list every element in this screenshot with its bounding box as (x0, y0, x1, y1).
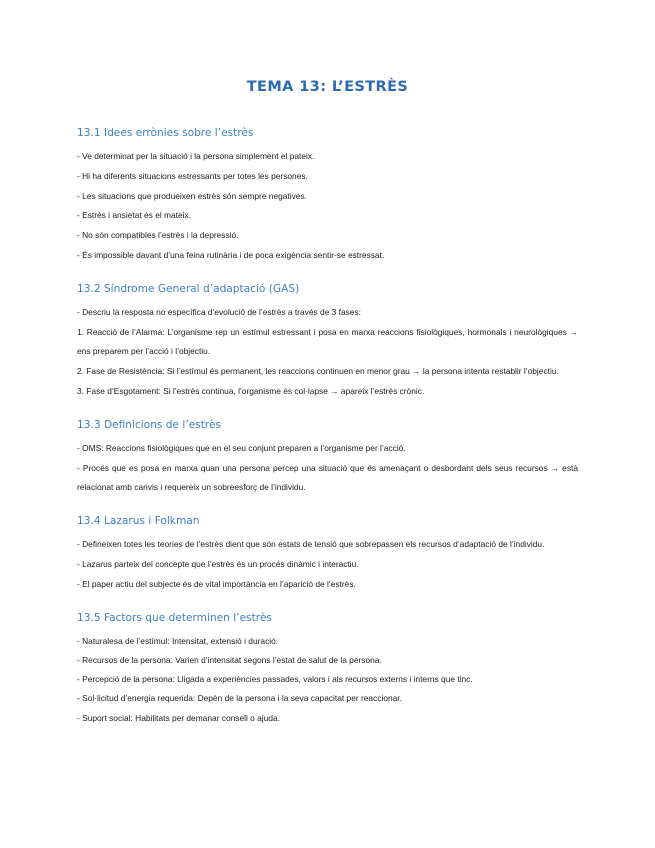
numbered-item: 3. Fase d’Esgotament: Si l’estrès continua, l’organisme és col·lapse → apareix l’estrès crònic. (77, 385, 425, 396)
section-sindrome-general (77, 281, 578, 402)
section-lazarus-folkman (77, 513, 578, 594)
bullet-item: - Recursos de la persona: Varien d’intensitat segons l’estat de salut de la persona. (77, 654, 382, 665)
section-factors (77, 610, 578, 728)
bullet-item: - Sol·licitud d’energia requerida: Depèn de la persona i la seva capacitat per reaccionar. (77, 693, 402, 704)
bullet-item: - Estrès i ansietat és el mateix. (77, 210, 192, 221)
bullet-item: - Suport social: Habilitats per demanar consell o ajuda. (77, 712, 280, 723)
bullet-item: - OMS: Reaccions fisiològiques que en el seu conjunt preparen a l’organisme per l’acció. (77, 442, 406, 453)
numbered-item: 1. Reacció de l’Alarma: L’organisme rep un estímul estressant i posa en marxa reaccions fisiològiques, hormonals i neurològiques → ens preparem per l’acció i l’objectiu. (77, 326, 578, 357)
section-heading: 13.1 Idees errònies sobre l’estrès (77, 127, 254, 139)
numbered-item: 2. Fase de Resistència: Si l’estímul és permanent, les reaccions continuen en menor grau → la persona intenta restablir l’objectiu. (77, 366, 559, 377)
bullet-item: - Lazarus parteix del concepte que l’estrès és un procés dinàmic i interactiu. (77, 558, 359, 569)
bullet-item: - Naturalesa de l’estímul: Intensitat, extensió i duració. (77, 635, 279, 646)
document-title: TEMA 13: L’ESTRÈS (246, 79, 409, 95)
bullet-item: - Defineixen totes les teories de l’estrès dient que són estats de tensió que sobrepassen els recursos d’adaptació de l’individu. (77, 539, 545, 550)
bullet-item: - Ve determinat per la situació i la persona simplement el pateix. (77, 151, 315, 161)
bullet-item: - No són compatibles l’estrès i la depressió. (77, 230, 239, 241)
bullet-item: - És impossible davant d’una feina rutinària i de poca exigència sentir-se estressat. (77, 249, 385, 260)
bullet-item: - El paper actiu del subjecte és de vital importància en l’aparició de l’estrès. (77, 578, 356, 589)
bullet-item: - Les situacions que produeixen estrès són sempre negatives. (77, 190, 307, 201)
section-definicions (77, 417, 578, 498)
bullet-item: - Percepció de la persona: Lligada a experiències passades, valors i als recursos externs i interns que tinc. (77, 674, 473, 685)
section-idees-erronies (77, 125, 578, 266)
bullet-item: - Procés que es posa en marxa quan una persona percep una situació que és amenaçant o desbordant dels seus recursos → està relacionat amb canvis i requereix un sobreesforç de l’individu. (77, 462, 578, 493)
section-heading: 13.5 Factors que determinen l’estrès (77, 611, 272, 624)
section-heading: 13.2 Síndrome General d’adaptació (GAS) (77, 282, 300, 295)
section-heading: 13.4 Lazarus i Folkman (77, 515, 200, 528)
bullet-item: - Hi ha diferents situacions estressants per totes les persones. (77, 170, 308, 181)
bullet-item: - Descriu la resposta no específica d’evolució de l’estrès a través de 3 fases: (77, 306, 361, 317)
section-heading: 13.3 Definicions de l’estrès (77, 418, 222, 431)
